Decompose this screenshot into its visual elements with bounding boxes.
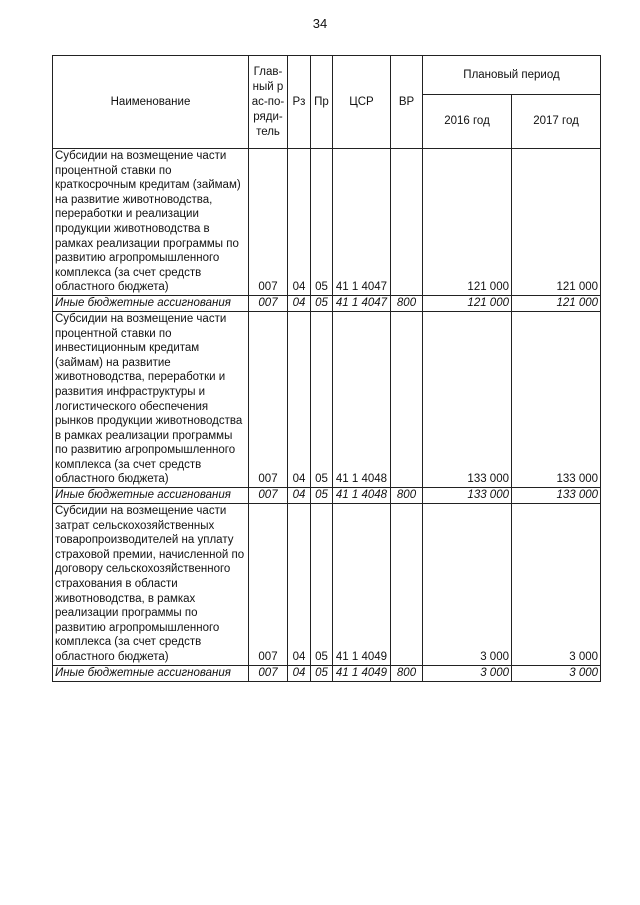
- row-csr: 41 1 4047: [333, 295, 391, 311]
- row-2017: 133 000: [512, 311, 601, 487]
- page-number: 34: [312, 16, 328, 31]
- row-pr: 05: [311, 488, 333, 504]
- header-year-2016: 2016 год: [423, 95, 512, 149]
- header-planned-period: Плановый период: [423, 56, 601, 95]
- row-csr: 41 1 4048: [333, 488, 391, 504]
- row-2016: 3 000: [423, 504, 512, 666]
- row-2017: 121 000: [512, 149, 601, 296]
- table-row: [53, 149, 601, 296]
- table-row: [53, 504, 601, 666]
- table-header-row: [53, 56, 601, 95]
- row-manager: 007: [249, 311, 288, 487]
- row-manager: 007: [249, 295, 288, 311]
- header-manager-label: Глав-ный рас-по-ряди-тель: [251, 65, 285, 138]
- table-row: [53, 488, 601, 504]
- row-manager: 007: [249, 665, 288, 681]
- row-2017: 133 000: [512, 488, 601, 504]
- budget-table: [52, 55, 601, 682]
- row-vr: 800: [391, 488, 423, 504]
- row-rz: 04: [288, 149, 311, 296]
- header-manager: [249, 56, 288, 149]
- row-vr: [391, 311, 423, 487]
- row-rz: 04: [288, 504, 311, 666]
- row-manager: 007: [249, 488, 288, 504]
- row-manager: 007: [249, 149, 288, 296]
- row-pr: 05: [311, 149, 333, 296]
- row-rz: 04: [288, 665, 311, 681]
- row-pr: 05: [311, 504, 333, 666]
- row-rz: 04: [288, 488, 311, 504]
- row-2017: 3 000: [512, 665, 601, 681]
- row-pr: 05: [311, 295, 333, 311]
- row-name: Иные бюджетные ассигнования: [53, 665, 249, 681]
- header-csr: ЦСР: [333, 56, 391, 149]
- header-pr: Пр: [311, 56, 333, 149]
- row-2016: 121 000: [423, 149, 512, 296]
- row-csr: 41 1 4047: [333, 149, 391, 296]
- header-rz: Рз: [288, 56, 311, 149]
- row-csr: 41 1 4049: [333, 665, 391, 681]
- row-csr: 41 1 4049: [333, 504, 391, 666]
- row-2016: 3 000: [423, 665, 512, 681]
- row-2016: 121 000: [423, 295, 512, 311]
- row-csr: 41 1 4048: [333, 311, 391, 487]
- row-2017: 121 000: [512, 295, 601, 311]
- row-name: Иные бюджетные ассигнования: [53, 295, 249, 311]
- header-name: Наименование: [53, 56, 249, 149]
- row-2017: 3 000: [512, 504, 601, 666]
- row-name: Иные бюджетные ассигнования: [53, 488, 249, 504]
- row-name: Субсидии на возмещение части процентной ставки по краткосрочным кредитам (займам) на развитие животноводства, переработки и реализации продукции животноводства в рамках реализации программы по развитию агропромышленного комплекса (за счет средств областного бюджета): [53, 149, 249, 296]
- row-vr: [391, 149, 423, 296]
- row-vr: [391, 504, 423, 666]
- row-vr: 800: [391, 665, 423, 681]
- header-vr: ВР: [391, 56, 423, 149]
- table-row: [53, 665, 601, 681]
- row-rz: 04: [288, 311, 311, 487]
- row-2016: 133 000: [423, 488, 512, 504]
- table-row: [53, 311, 601, 487]
- row-pr: 05: [311, 311, 333, 487]
- header-year-2017: 2017 год: [512, 95, 601, 149]
- table-row: [53, 295, 601, 311]
- row-pr: 05: [311, 665, 333, 681]
- row-name: Субсидии на возмещение части процентной ставки по инвестиционным кредитам (займам) на развитие животноводства, переработки и развития инфраструктуры и логистического обеспечения рынков продукции животноводства в рамках реализации программы по развитию агропромышленного комплекса (за счет средств областного бюджета): [53, 311, 249, 487]
- row-manager: 007: [249, 504, 288, 666]
- row-vr: 800: [391, 295, 423, 311]
- row-rz: 04: [288, 295, 311, 311]
- row-2016: 133 000: [423, 311, 512, 487]
- row-name: Субсидии на возмещение части затрат сельскохозяйственных товаропроизводителей на уплату страховой премии, начисленной по договору сельскохозяйственного страхования в области животноводства, в рамках реализации программы по развитию агропромышленного комплекса (за счет средств областного бюджета): [53, 504, 249, 666]
